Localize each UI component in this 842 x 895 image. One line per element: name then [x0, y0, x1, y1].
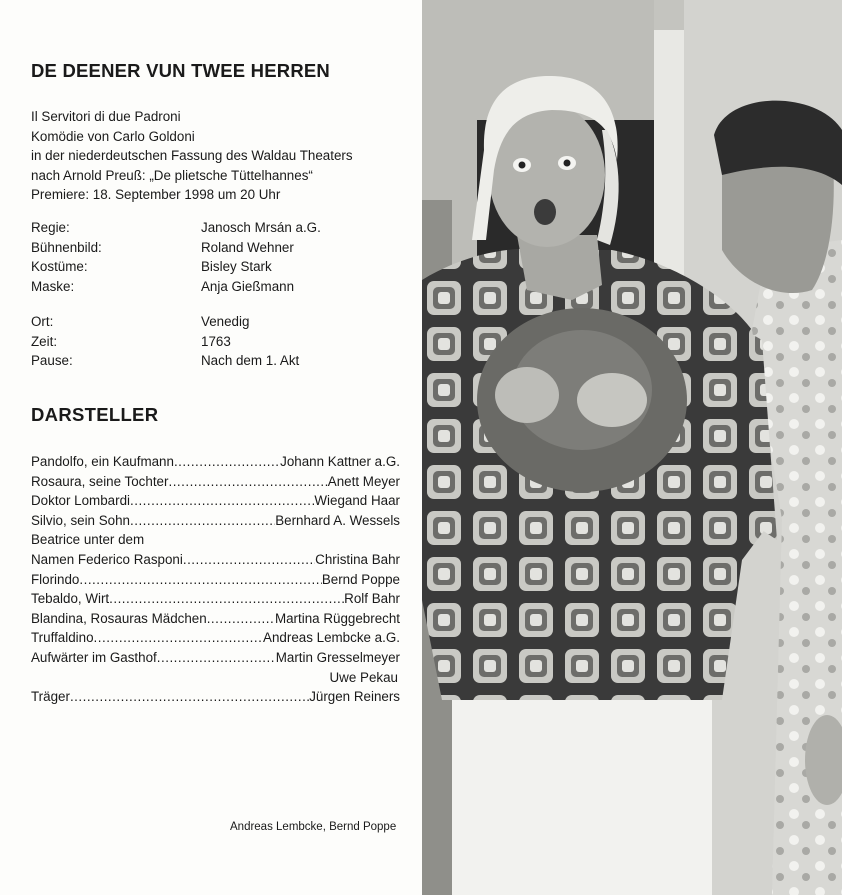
- cast-actor: Bernhard A. Wessels: [275, 512, 400, 528]
- cast-row: [31, 511, 400, 531]
- credit-row: [31, 277, 361, 297]
- play-title: DE DEENER VUN TWEE HERREN: [31, 60, 330, 81]
- setting-label: Pause:: [31, 353, 73, 369]
- cast-role: Truffaldino: [31, 630, 94, 646]
- cast-row: [31, 648, 400, 668]
- cast-row-continued: [31, 668, 400, 688]
- cast-actor: Jürgen Reiners: [309, 689, 400, 705]
- cast-role: Aufwärter im Gasthof: [31, 649, 157, 665]
- cast-actor: Christina Bahr: [315, 551, 400, 567]
- cast-role: Rosaura, seine Tochter: [31, 473, 169, 489]
- premiere-date: Premiere: 18. September 1998 um 20 Uhr: [31, 187, 281, 202]
- cast-row: [31, 570, 400, 590]
- cast-actor: Bernd Poppe: [321, 571, 400, 587]
- adaptation-note: nach Arnold Preuß: „De plietsche Tüttelhannes“: [31, 167, 313, 183]
- cast-role: Doktor Lombardi: [31, 493, 130, 509]
- original-title: Il Servitori di due Padroni: [31, 109, 181, 124]
- cast-role: Tebaldo, Wirt: [31, 591, 110, 607]
- setting-row: [31, 351, 361, 371]
- setting-row: [31, 312, 361, 332]
- setting-value: Venedig: [201, 314, 250, 329]
- cast-role: Namen Federico Rasponi: [31, 551, 183, 567]
- setting-value: Nach dem 1. Akt: [201, 353, 300, 369]
- setting-info: [31, 312, 361, 371]
- credit-role: Kostüme:: [31, 259, 88, 275]
- stage-photo-illustration: [422, 0, 842, 895]
- cast-heading: DARSTELLER: [31, 404, 159, 425]
- cast-role: Silvio, sein Sohn: [31, 512, 130, 528]
- photo-caption: Andreas Lembcke, Bernd Poppe: [230, 821, 397, 833]
- cast-row: [31, 550, 400, 570]
- cast-row: [31, 687, 400, 707]
- credit-role: Bühnenbild:: [31, 239, 102, 255]
- production-credits: [31, 218, 361, 296]
- credit-role: Maske:: [31, 278, 75, 294]
- setting-value: 1763: [201, 333, 231, 349]
- genre-author: Komödie von Carlo Goldoni: [31, 128, 195, 144]
- cast-row: [31, 628, 400, 648]
- cast-actor: Martin Gresselmeyer: [275, 649, 400, 665]
- cast-row: [31, 472, 400, 492]
- cast-row: [31, 452, 400, 472]
- cast-list: [31, 452, 400, 707]
- cast-role-line: Beatrice unter dem: [31, 532, 145, 548]
- cast-role: Florindo: [31, 571, 80, 587]
- cast-row: [31, 589, 400, 609]
- setting-label: Ort:: [31, 314, 54, 329]
- credit-row: [31, 257, 361, 277]
- stage-photo: [422, 0, 842, 895]
- cast-row: [31, 609, 400, 629]
- credit-name: Roland Wehner: [201, 239, 294, 255]
- credit-name: Anja Gießmann: [201, 278, 295, 294]
- credit-row: [31, 218, 361, 238]
- cast-role: Pandolfo, ein Kaufmann: [31, 454, 174, 469]
- cast-row: [31, 491, 400, 511]
- cast-actor: Martina Rüggebrecht: [274, 610, 400, 626]
- cast-actor: Uwe Pekau: [329, 669, 398, 685]
- cast-role: Blandina, Rosauras Mädchen: [31, 610, 207, 626]
- credit-role: Regie:: [31, 220, 70, 235]
- cast-actor: Wiegand Haar: [314, 493, 400, 509]
- version-note: in der niederdeutschen Fassung des Waldau Theaters: [31, 148, 353, 163]
- cast-actor: Anett Meyer: [327, 473, 400, 489]
- setting-row: [31, 332, 361, 352]
- cast-role: Träger: [31, 689, 70, 705]
- cast-actor: Johann Kattner a.G.: [280, 454, 400, 469]
- credit-row: [31, 238, 361, 258]
- credit-name: Janosch Mrsán a.G.: [201, 220, 321, 235]
- cast-actor: Rolf Bahr: [344, 591, 400, 607]
- cast-actor: Andreas Lembcke a.G.: [263, 630, 400, 646]
- setting-label: Zeit:: [31, 333, 58, 349]
- credit-name: Bisley Stark: [201, 259, 272, 275]
- play-intro: [31, 107, 353, 205]
